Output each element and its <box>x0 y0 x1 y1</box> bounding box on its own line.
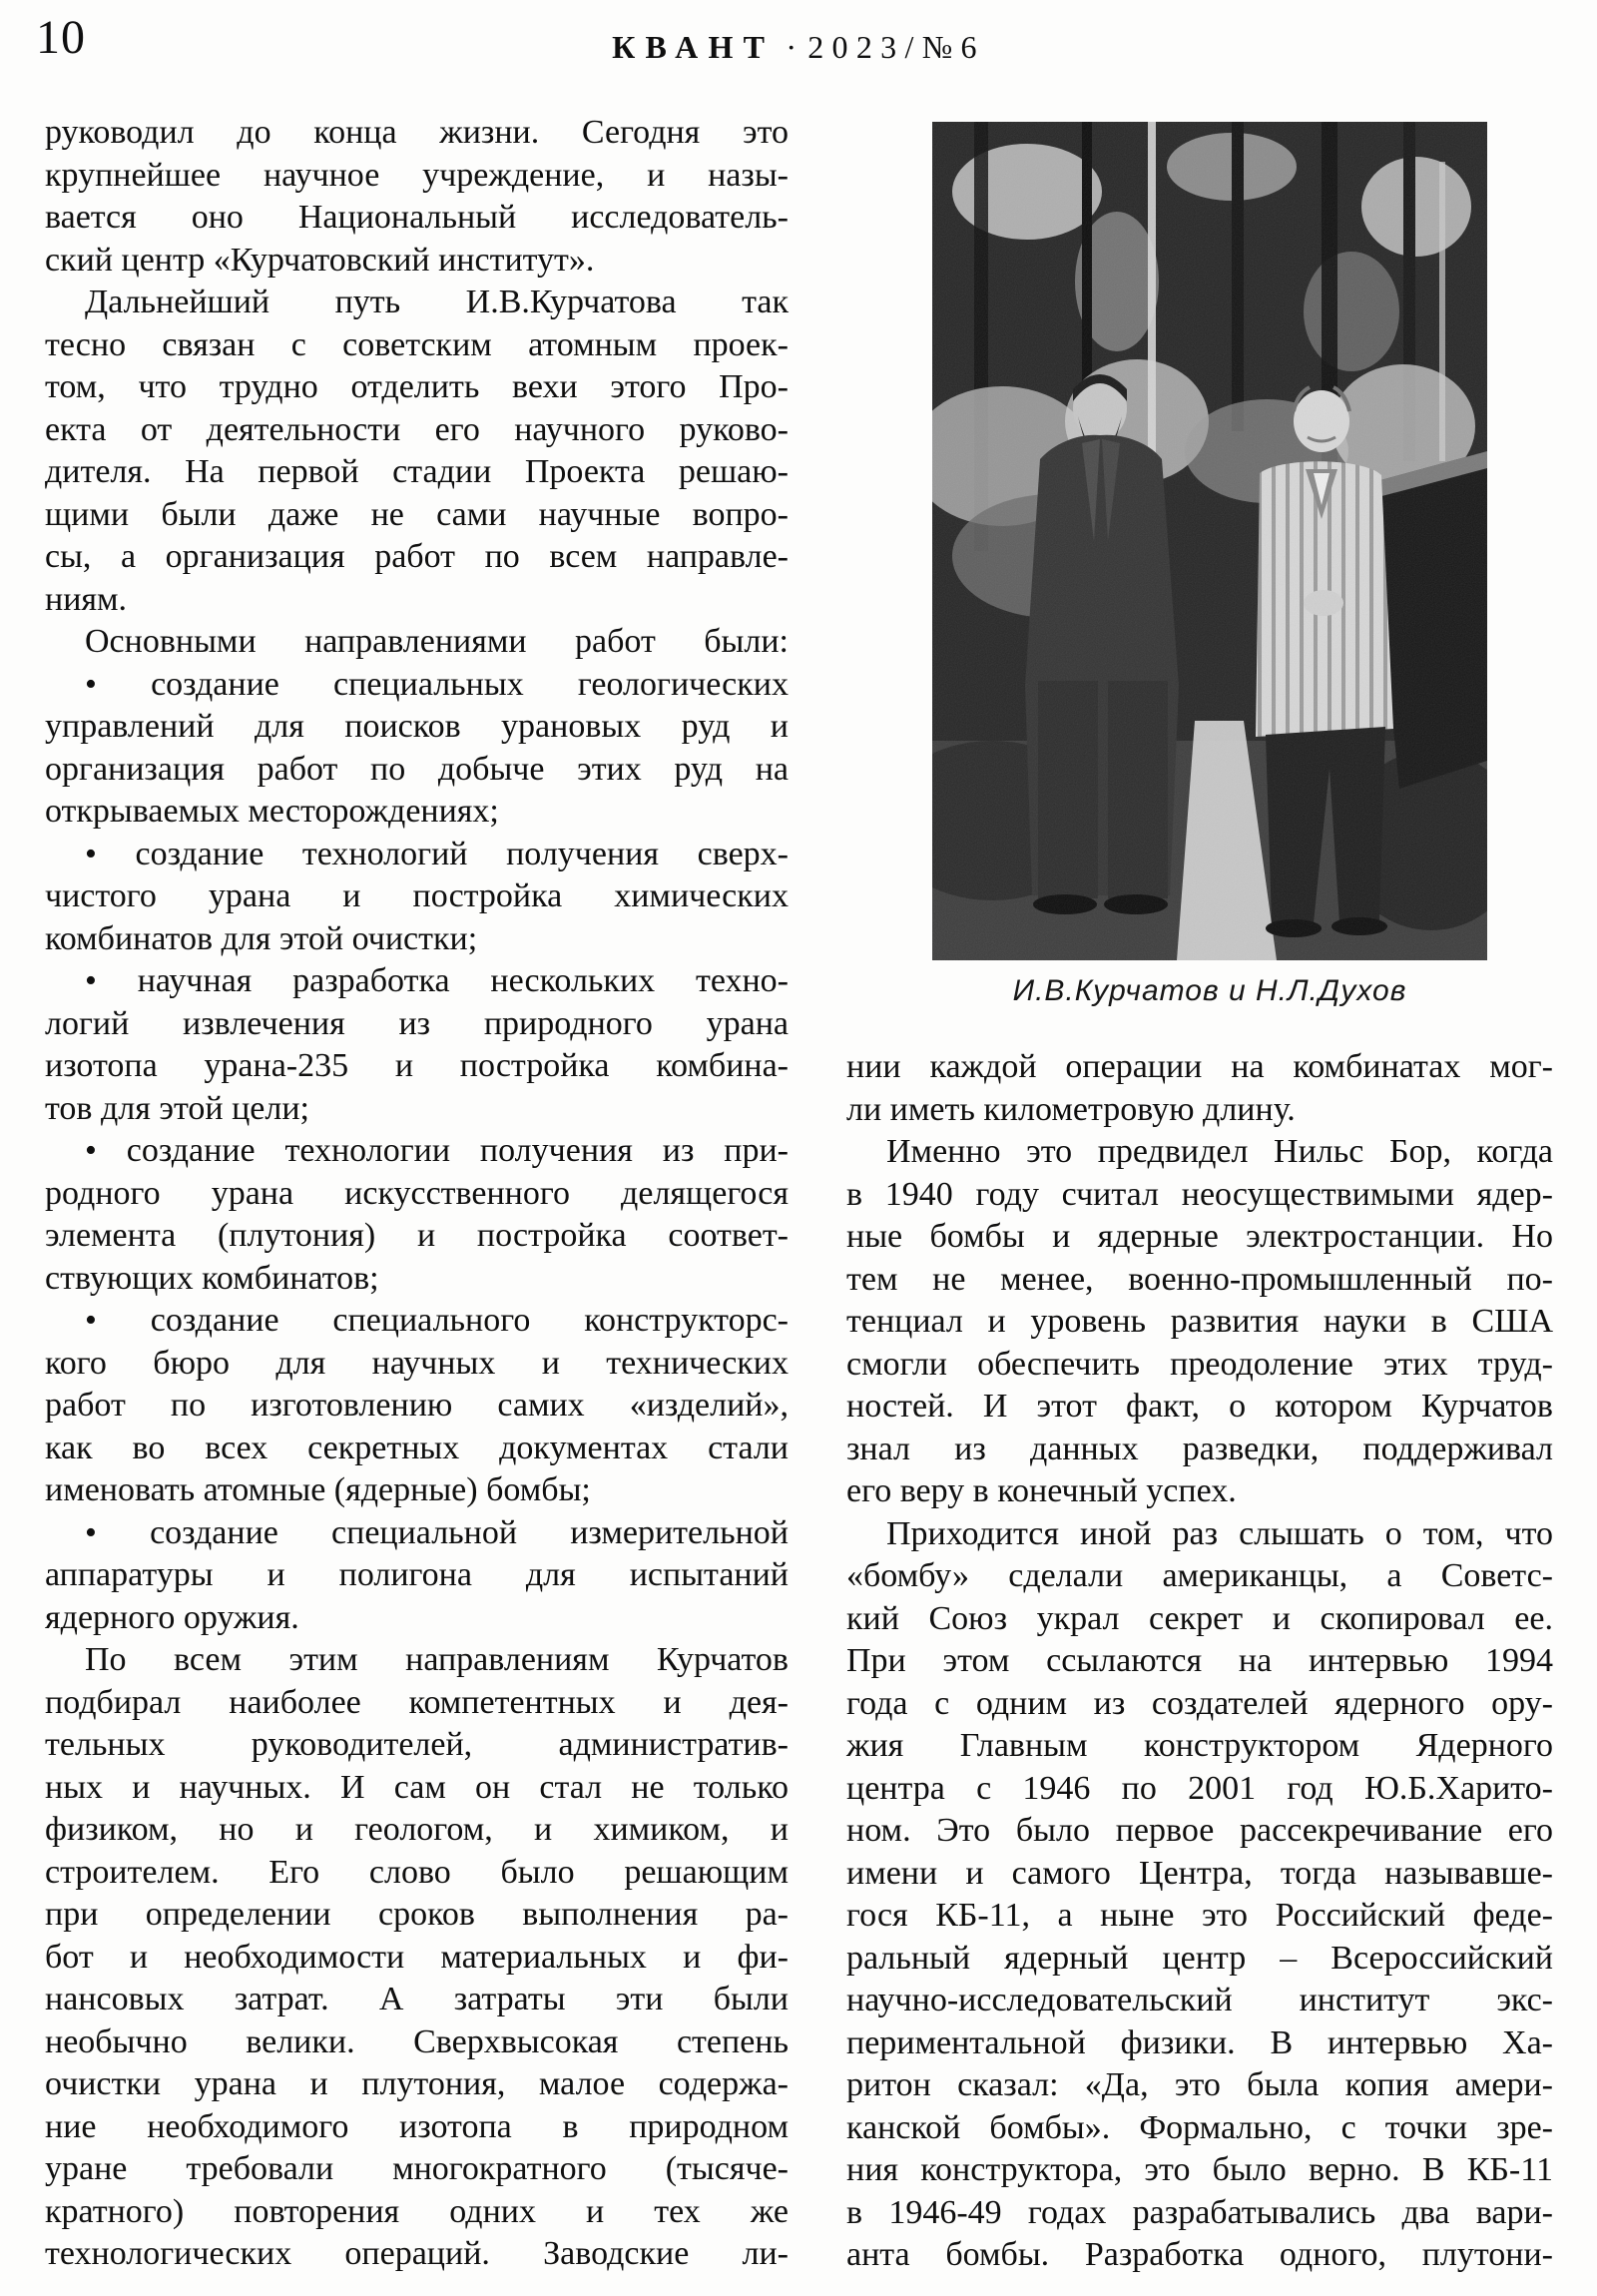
text-line: жия Главным конструктором Ядерного <box>846 1727 1553 1764</box>
journal-title: КВАНТ <box>612 29 776 65</box>
figure <box>932 122 1487 1010</box>
paragraph <box>45 282 789 621</box>
text-line: • научная разработка нескольких техно- <box>85 962 789 999</box>
text-line: • создание технологий получения сверх- <box>85 835 789 872</box>
text-line: центра с 1946 по 2001 год Ю.Б.Харито- <box>846 1769 1553 1807</box>
paragraph <box>45 1130 789 1300</box>
text-line: тенциал и уровень развития науки в США <box>846 1303 1553 1340</box>
text-line: ностей. И этот факт, о котором Курчатов <box>846 1388 1553 1425</box>
text-line: знал из данных разведки, поддерживал <box>846 1430 1553 1467</box>
journal-separator: · <box>786 29 798 65</box>
text-line: ский центр «Курчатовский институт». <box>45 241 595 279</box>
text-line: • создание специальных геологических <box>85 665 789 703</box>
text-line: ствующих комбинатов; <box>45 1259 379 1297</box>
text-line: организация работ по добыче этих руд на <box>45 750 789 788</box>
text-line: тельных руководителей, административ- <box>45 1726 789 1763</box>
paragraph <box>45 621 789 664</box>
text-line: в 1946-49 годах разрабатывались два вари- <box>846 2193 1553 2231</box>
page-body <box>45 112 1553 2277</box>
photo-caption: И.В.Курчатов и Н.Л.Духов <box>1012 974 1407 1007</box>
text-line: екта от деятельности его научного руково- <box>45 410 789 448</box>
text-line: имени и самого Центра, тогда называвше- <box>846 1854 1553 1892</box>
text-line: бот и необходимости материальных и фи- <box>45 1938 789 1976</box>
text-line: аппаратуры и полигона для испытаний <box>45 1556 789 1593</box>
text-line: том, что трудно отделить вехи этого Про- <box>45 368 789 405</box>
film-grain <box>932 122 1487 960</box>
text-line: При этом ссылаются на интервью 1994 <box>846 1642 1553 1679</box>
text-line: технологических операций. Заводские ли- <box>45 2235 789 2272</box>
text-line: как во всех секретных документах стали <box>45 1429 789 1466</box>
paragraph <box>45 1512 789 1640</box>
paragraph <box>45 112 789 282</box>
text-line: Основными направлениями работ были: <box>85 623 789 660</box>
text-line: чистого урана и постройка химических <box>45 877 789 914</box>
text-column-right-flow <box>846 1046 1553 2277</box>
page-number: 10 <box>36 11 86 64</box>
text-column-left <box>45 112 789 2277</box>
text-line: управлений для поисков урановых руд и <box>45 708 789 745</box>
text-column-right <box>846 112 1553 2277</box>
text-line: • создание специальной измерительной <box>85 1513 789 1551</box>
text-line: очистки урана и плутония, малое содержа- <box>45 2065 789 2102</box>
text-line: «бомбу» сделали американцы, а Советс- <box>846 1557 1553 1594</box>
text-line: работ по изготовлению самих «изделий», <box>45 1387 789 1424</box>
text-line: строителем. Его слово было решающим <box>45 1853 789 1891</box>
text-line: в 1940 году считал неосуществимыми ядер- <box>846 1175 1553 1213</box>
paragraph <box>846 1513 1553 2277</box>
text-line: кого бюро для научных и технических <box>45 1344 789 1382</box>
text-line: года с одним из создателей ядерного ору- <box>846 1684 1553 1722</box>
text-line: ритон сказал: «Да, это была копия амери- <box>846 2066 1553 2103</box>
text-line: подбирал наиболее компетентных и дея- <box>45 1683 789 1721</box>
paragraph <box>846 1131 1553 1513</box>
text-line: физиком, но и геологом, и химиком, и <box>45 1811 789 1848</box>
text-line: щими были даже не сами научные вопро- <box>45 495 789 533</box>
journal-header <box>0 28 1597 66</box>
text-line: элемента (плутония) и постройка соответ- <box>45 1217 789 1254</box>
text-line: кий Союз украл секрет и скопировал ее. <box>846 1599 1553 1637</box>
text-line: дителя. На первой стадии Проекта решаю- <box>45 453 789 490</box>
text-line: именовать атомные (ядерные) бомбы; <box>45 1471 591 1508</box>
text-line: анта бомбы. Разработка одного, плутони- <box>846 2236 1553 2273</box>
text-line: родного урана искусственного делящегося <box>45 1174 789 1212</box>
text-line: Дальнейший путь И.В.Курчатова так <box>85 284 789 320</box>
text-line: при определении сроков выполнения ра- <box>45 1896 789 1933</box>
text-line: научно-исследовательский институт экс- <box>846 1982 1553 2018</box>
text-line: его веру в конечный успех. <box>846 1472 1237 1509</box>
text-line: изотопа урана-235 и постройка комбина- <box>45 1047 789 1084</box>
text-line: Приходится иной раз слышать о том, что <box>886 1514 1553 1552</box>
paragraph <box>45 1300 789 1512</box>
text-line: ных и научных. И сам он стал не только <box>45 1768 789 1806</box>
paragraph <box>45 664 789 834</box>
text-line: ядерного оружия. <box>45 1598 299 1636</box>
text-line: гося КБ-11, а ныне это Российский феде- <box>846 1897 1553 1934</box>
text-line: вается оно Национальный исследователь- <box>45 199 789 236</box>
text-line: ном. Это было первое рассекречивание его <box>846 1812 1553 1849</box>
text-line: ние необходимого изотопа в природном <box>45 2107 789 2145</box>
text-line: необычно велики. Сверхвысокая степень <box>45 2022 789 2060</box>
text-line: ния конструктора, это было верно. В КБ-11 <box>846 2151 1553 2188</box>
text-line: сы, а организация работ по всем направле- <box>45 538 789 575</box>
paragraph <box>45 834 789 961</box>
text-line: периментальной физики. В интервью Ха- <box>846 2023 1553 2061</box>
text-line: логий извлечения из природного урана <box>45 1004 789 1042</box>
text-line: комбинатов для этой очистки; <box>45 919 478 957</box>
text-line: ные бомбы и ядерные электростанции. Но <box>846 1218 1553 1255</box>
text-line: кратного) повторения одних и тех же <box>45 2192 789 2230</box>
text-line: ли иметь километровую длину. <box>846 1090 1296 1128</box>
text-line: Именно это предвидел Нильс Бор, когда <box>886 1133 1553 1170</box>
text-line: нансовых затрат. А затраты эти были <box>45 1981 789 2017</box>
paragraph <box>45 960 789 1130</box>
text-line: • создание технологии получения из при- <box>85 1132 789 1169</box>
text-line: По всем этим направлениям Курчатов <box>85 1641 789 1678</box>
text-line: тесно связан с советским атомным проек- <box>45 325 789 363</box>
text-line: тов для этой цели; <box>45 1089 309 1127</box>
text-line: смогли обеспечить преодоление этих труд- <box>846 1345 1553 1383</box>
text-line: ральный ядерный центр – Всероссийский <box>846 1939 1553 1977</box>
text-line: крупнейшее научное учреждение, и назы- <box>45 156 789 194</box>
text-line: открываемых месторождениях; <box>45 793 499 830</box>
text-line: тем не менее, военно-промышленный по- <box>846 1260 1553 1298</box>
photo-kurchatov-dukhov <box>932 122 1487 960</box>
paragraph <box>846 1046 1553 1131</box>
text-line: нии каждой операции на комбинатах мог- <box>846 1048 1553 1085</box>
journal-issue: 2023/№6 <box>807 29 985 65</box>
text-line: • создание специального конструкторс- <box>85 1302 789 1339</box>
text-line: ниям. <box>45 580 128 618</box>
text-line: канской бомбы». Формально, с точки зре- <box>846 2108 1553 2146</box>
text-line: руководил до конца жизни. Сегодня это <box>45 114 789 151</box>
text-line: уране требовали многократного (тысяче- <box>45 2150 789 2187</box>
paragraph <box>45 1639 789 2276</box>
